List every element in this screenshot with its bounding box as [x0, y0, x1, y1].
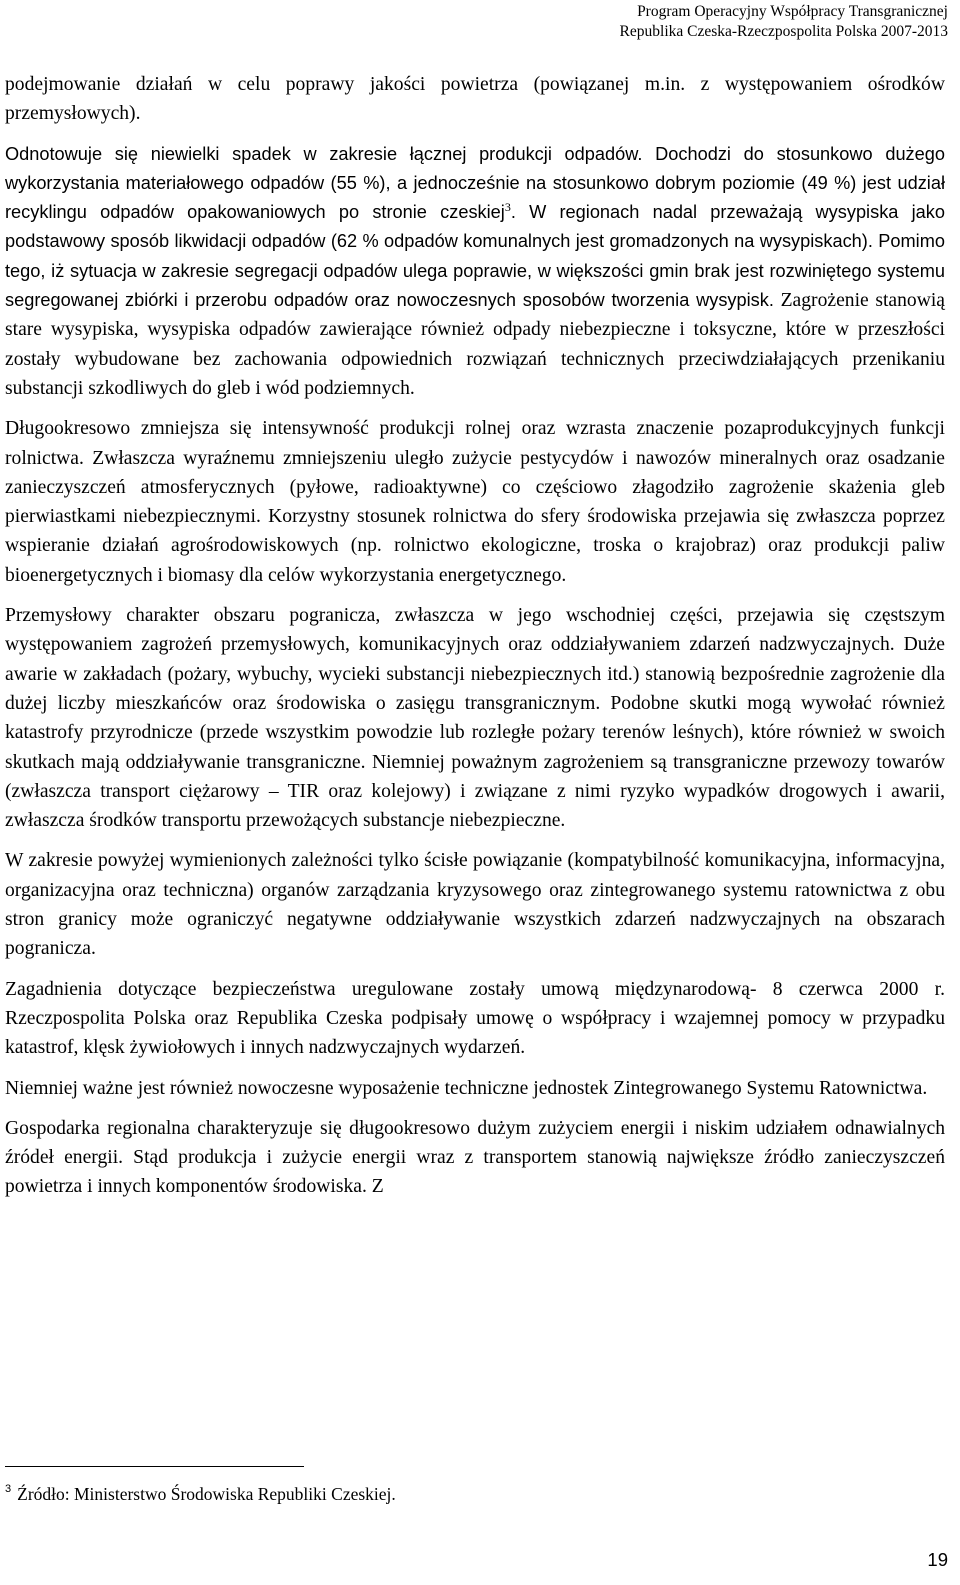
- paragraph-waste-part1: Odnotowuje się niewielki spadek w zakresie łącznej produkcji odpadów. Dochodzi do stosunkowo dużego wykorzystania materiałowego odpadów (55 %), a jednocześnie na stosunkowo dobrym poziomie (49 %) jest udział recyklingu odpadów opakowaniowych po stronie czeskiej: [5, 143, 945, 223]
- header-program-subtitle: Republika Czeska-Rzeczpospolita Polska 2007-2013: [619, 23, 948, 40]
- footnote-separator: [5, 1466, 304, 1467]
- paragraph-air-quality-end: podejmowanie działań w celu poprawy jakości powietrza (powiązanej m.in. z występowaniem ośrodków przemysłowych).: [5, 74, 945, 125]
- document-body: [5, 70, 945, 1202]
- page-number: 19: [927, 1549, 948, 1570]
- paragraph-security-agreement: Zagadnienia dotyczące bezpieczeństwa uregulowane zostały umową międzynarodową- 8 czerwca 2000 r. Rzeczpospolita Polska oraz Republika Czeska podpisały umowę o współpracy i wzajemnej pomocy w przypadku katastrof, klęsk żywiołowych i innych nadzwyczajnych wydarzeń.: [5, 978, 945, 1059]
- page-header: [620, 2, 948, 42]
- footnote-reference[interactable]: 3: [504, 200, 511, 215]
- paragraph-crisis-management: W zakresie powyżej wymienionych zależności tylko ścisłe powiązanie (kompatybilność komunikacyjna, informacyjna, organizacyjna oraz techniczna) organów zarządzania kryzysowego oraz zintegrowanego systemu ratownictwa z obu stron granicy może ograniczyć negatywne oddziaływanie wszystkich zdarzeń nadzwyczajnych na obszarach pogranicza.: [5, 850, 945, 960]
- footnote-mark: 3: [5, 1483, 12, 1495]
- paragraph-waste-part3: Zagrożenie stanowią stare wysypiska, wysypiska odpadów zawierające również odpady niebezpieczne i toksyczne, które w przeszłości zostały wybudowane bez zachowania odpowiednich rozwiązań technicznych przeciwdziałających przenikaniu substancji szkodliwych do gleb i wód podziemnych.: [5, 290, 946, 399]
- paragraph-waste-part2: . W regionach nadal przeważają wysypiska jako podstawowy sposób likwidacji odpadów (62 % odpadów komunalnych jest gromadzonych na wysypiskach). Pomimo tego, iż sytuacja w zakresie segregacji odpadów ulega poprawie, w większości gmin brak jest rozwiniętego systemu segregowanej zbiórki i przerobu odpadów oraz nowoczesnych sposobów tworzenia wysypisk.: [5, 202, 945, 311]
- paragraph-agriculture: Długookresowo zmniejsza się intensywność produkcji rolnej oraz wzrasta znaczenie pozaprodukcyjnych funkcji rolnictwa. Zwłaszcza wyraźnemu zmniejszeniu uległo zużycie pestycydów i nawozów mineralnych oraz osadzanie zanieczyszczeń atmosferycznych (pyłowe, radioaktywne) co częściowo złagodziło zagrożenie skażenia gleb pierwiastkami niebezpiecznymi. Korzystny stosunek rolnictwa do sfery środowiska przejawia się zwłaszcza poprzez wspieranie działań agrośrodowiskowych (np. rolnictwo ekologiczne, troska o krajobraz) oraz produkcji paliw bioenergetycznych i biomasy dla celów wykorzystania energetycznego.: [5, 418, 945, 586]
- header-program-title: Program Operacyjny Współpracy Transgranicznej: [637, 3, 948, 20]
- footnote-text: Źródło: Ministerstwo Środowiska Republiki Czeskiej.: [17, 1484, 396, 1504]
- footnote: [5, 1477, 396, 1506]
- paragraph-waste: [5, 140, 945, 404]
- paragraph-energy: Gospodarka regionalna charakteryzuje się długookresowo dużym zużyciem energii i niskim udziałem odnawialnych źródeł energii. Stąd produkcja i zużycie energii wraz z transportem stanowią największe źródło zanieczyszczeń powietrza i innych komponentów środowiska. Z: [5, 1117, 945, 1198]
- paragraph-rescue-equipment: Niemniej ważne jest również nowoczesne wyposażenie techniczne jednostek Zintegrowanego Systemu Ratownictwa.: [5, 1077, 928, 1099]
- paragraph-industrial-hazards: Przemysłowy charakter obszaru pogranicza, zwłaszcza w jego wschodniej części, przejawia się częstszym występowaniem zagrożeń przemysłowych, komunikacyjnych oraz oddziaływaniem zdarzeń nadzwyczajnych. Duże awarie w zakładach (pożary, wybuchy, wycieki substancji niebezpiecznych itd.) stanowią bezpośrednie zagrożenie dla dużej liczby mieszkańców oraz środowiska o zasięgu transgranicznym. Podobne skutki mogą wywołać również katastrofy przyrodnicze (przede wszystkim powodzie lub rozległe pożary terenów leśnych), które również w swoich skutkach mają oddziaływanie transgraniczne. Niemniej poważnym zagrożeniem są transgraniczne przewozy towarów (zwłaszcza transport ciężarowy – TIR oraz kolejowy) i związane z nimi ryzyko wypadków drogowych i awarii, zwłaszcza środków transportu przewożących substancje niebezpieczne.: [5, 605, 945, 832]
